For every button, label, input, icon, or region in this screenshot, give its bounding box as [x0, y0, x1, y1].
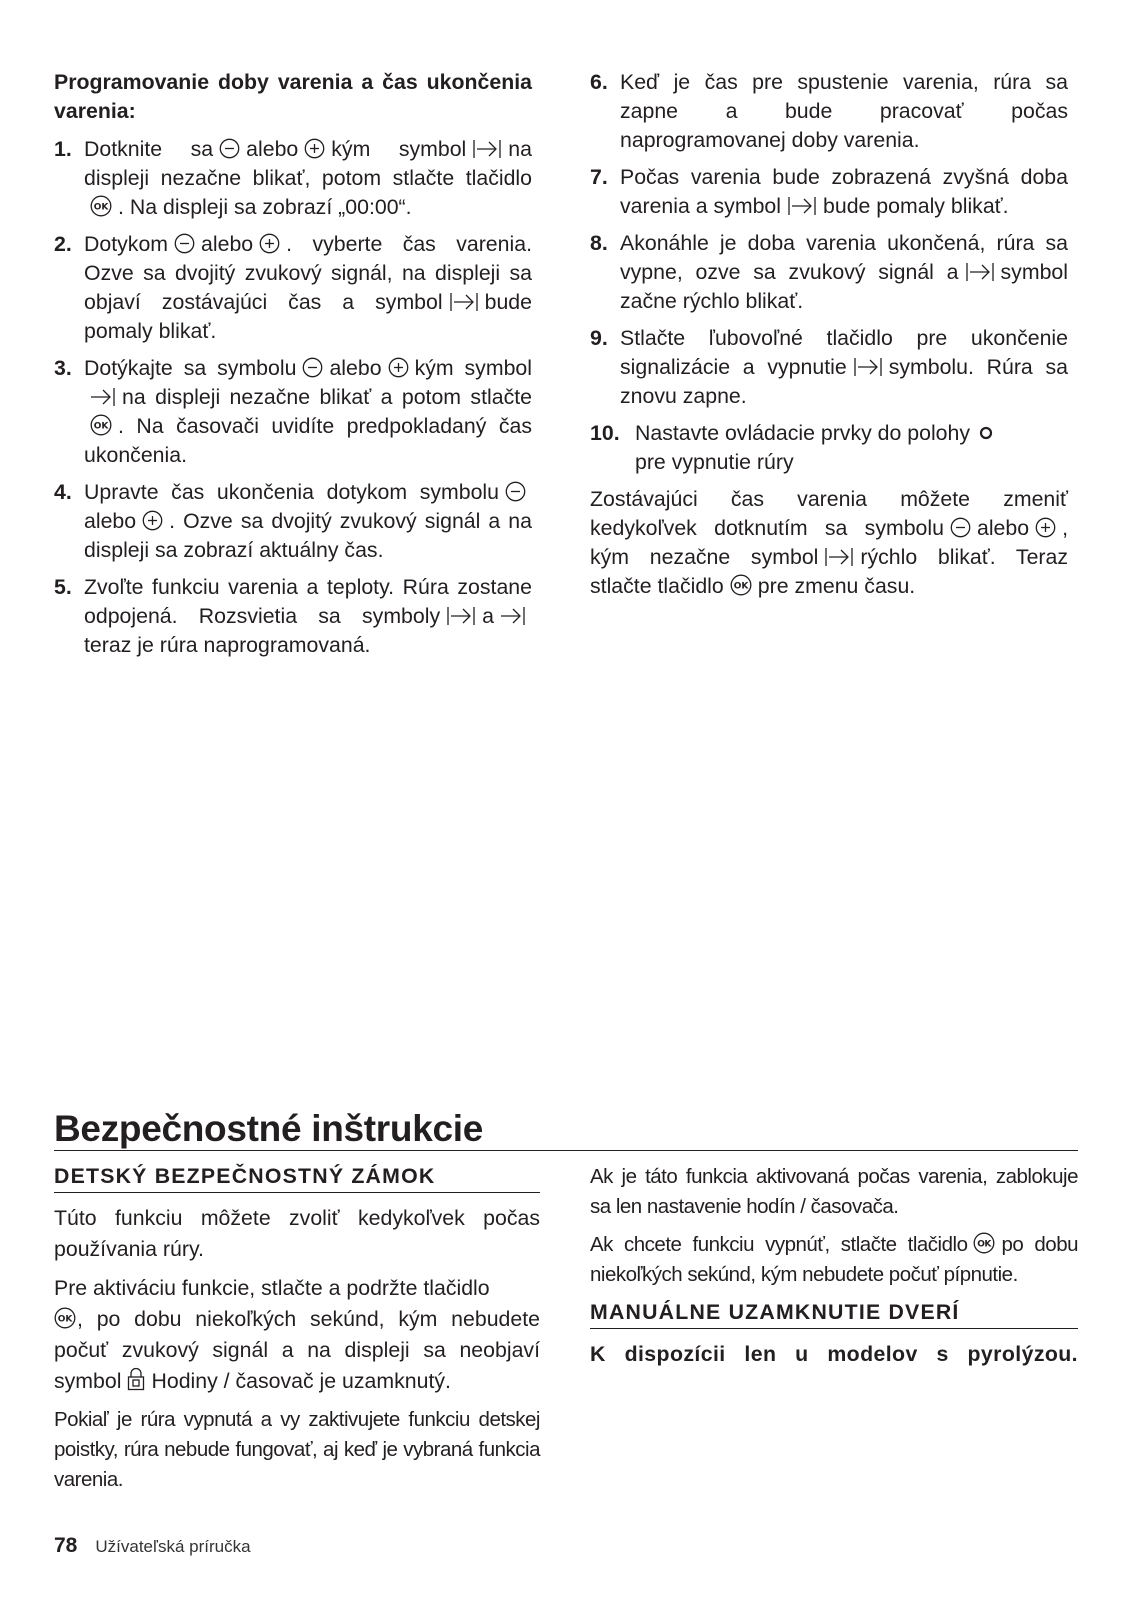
step-text: bude pomaly blikať. [823, 194, 1009, 218]
lock-icon [127, 1367, 145, 1391]
step-text: Počas varenia bude zobrazená zvyšná doba varenia a symbol [620, 165, 1068, 218]
remaining-time-paragraph [590, 485, 1068, 601]
step-text: alebo [246, 137, 299, 161]
duration-icon [90, 387, 116, 407]
step-number: 2. [54, 232, 72, 256]
ok-button-icon [90, 195, 112, 217]
minus-circle-icon [219, 138, 240, 159]
step-text: Nastavte ovládacie prvky do polohy [635, 421, 971, 445]
step-text: symbolu. Rúra sa znovu zapne. [620, 355, 1068, 408]
footer-title: Užívateľská príručka [95, 1537, 251, 1556]
paragraph-text: Pre aktiváciu funkcie, stlačte a podržte tlačidlo [54, 1276, 490, 1300]
step-4 [54, 478, 532, 565]
step-text: kým symbol [414, 356, 532, 380]
step-text: bude pomaly blikať. [84, 290, 532, 343]
step-10 [590, 419, 1068, 477]
minus-circle-icon [302, 357, 323, 378]
program-steps-continued [590, 68, 1068, 477]
program-steps [54, 135, 532, 660]
step-2 [54, 230, 532, 346]
step-number: 9. [590, 326, 608, 350]
duration-icon [500, 606, 526, 626]
paragraph-text: pre zmenu času. [757, 574, 916, 598]
step-6 [590, 68, 1068, 155]
step-text: na displeji nezačne blikať a potom stlačte [122, 385, 532, 409]
paragraph-text: , kým nezačne symbol [590, 516, 1068, 569]
child-lock-paragraph-5 [590, 1230, 1078, 1290]
step-8 [590, 229, 1068, 316]
svg-text:OK: OK [977, 1239, 992, 1250]
step-number: 1. [54, 137, 72, 161]
ok-button-icon [730, 574, 752, 596]
step-text: kým symbol [331, 137, 467, 161]
svg-text:OK: OK [733, 581, 749, 592]
step-text: . Na displeji sa zobrazí „00:00“. [118, 195, 412, 219]
step-9 [590, 324, 1068, 411]
step-7 [590, 163, 1068, 221]
plus-circle-icon [1035, 517, 1056, 538]
plus-circle-icon [388, 357, 409, 378]
step-number: 8. [590, 231, 608, 255]
paragraph-text: Hodiny / časovač je uzamknutý. [151, 1369, 451, 1393]
section-title: Bezpečnostné inštrukcie [54, 1108, 484, 1149]
end-time-icon [965, 262, 995, 282]
svg-text:OK: OK [57, 1314, 73, 1325]
step-number: 3. [54, 356, 72, 380]
end-time-icon [824, 547, 854, 567]
step-text: Dotknite sa [84, 137, 214, 161]
left-column [54, 68, 532, 668]
step-text: Upravte čas ukončenia dotykom symbolu [84, 480, 499, 504]
child-lock-paragraph-1: Túto funkciu môžete zvoliť kedykoľvek počas používania rúry. [54, 1206, 540, 1261]
paragraph-text: alebo [976, 516, 1030, 540]
step-text: symbol začne rýchlo blikať. [620, 260, 1068, 313]
door-lock-heading: MANUÁLNE UZAMKNUTIE DVERÍ [590, 1298, 1078, 1329]
child-lock-heading: DETSKÝ BEZPEČNOSTNÝ ZÁMOK [54, 1162, 540, 1193]
step-text: . Ozve sa dvojitý zvukový signál a na displeji sa zobrazí aktuálny čas. [84, 509, 532, 562]
end-time-icon [853, 357, 883, 377]
ok-button-icon [90, 414, 112, 436]
child-lock-paragraph-4: Ak je táto funkcia aktivovaná počas varenia, zablokuje sa len nastavenie hodín / časovača. [590, 1165, 1078, 1218]
step-number: 7. [590, 165, 608, 189]
ok-button-icon [973, 1232, 995, 1254]
step-text: a [482, 604, 494, 628]
lower-right-column [590, 1162, 1078, 1369]
end-time-icon [787, 196, 817, 216]
page-footer [54, 1534, 251, 1558]
step-text: Stlačte ľubovoľné tlačidlo pre ukončenie signalizácie a vypnutie [620, 326, 1068, 379]
child-lock-paragraph-3: Pokiaľ je rúra vypnutá a vy zaktivujete funkciu detskej poistky, rúra nebude fungovať, aj keď je vybraná funkcia varenia. [54, 1408, 540, 1491]
section-title-rule [54, 1108, 1078, 1151]
step-text: na displeji nezačne blikať, potom stlačte tlačidlo [84, 137, 532, 190]
child-lock-paragraph-2 [54, 1273, 540, 1397]
step-number: 6. [590, 70, 608, 94]
step-text: Akonáhle je doba varenia ukončená, rúra sa vypne, ozve sa zvukový signál a [620, 231, 1068, 284]
step-5 [54, 573, 532, 660]
minus-circle-icon [174, 233, 195, 254]
plus-circle-icon [259, 233, 280, 254]
step-number: 4. [54, 480, 72, 504]
end-time-icon [449, 292, 479, 312]
step-text: teraz je rúra naprogramovaná. [84, 633, 371, 657]
step-text: alebo [201, 232, 254, 256]
paragraph-text: Zostávajúci čas varenia môžete zmeniť kedykoľvek dotknutím sa symbolu [590, 487, 1068, 540]
paragraph-text: po dobu niekoľkých sekúnd, kým nebudete počuť pípnutie. [590, 1233, 1079, 1286]
step-3 [54, 354, 532, 470]
step-text: Keď je čas pre spustenie varenia, rúra sa zapne a bude pracovať počas naprogramovanej doby varenia. [620, 70, 1068, 152]
svg-text:OK: OK [93, 202, 109, 213]
step-1 [54, 135, 532, 222]
plus-circle-icon [304, 138, 325, 159]
end-time-icon [472, 139, 502, 159]
page-number: 78 [54, 1534, 78, 1557]
lower-left-column [54, 1162, 540, 1503]
minus-circle-icon [505, 481, 526, 502]
step-text: alebo [84, 509, 137, 533]
end-time-icon [446, 606, 476, 626]
door-lock-note: K dispozícii len u modelov s pyrolýzou. [590, 1342, 1078, 1366]
paragraph-text: Ak chcete funkciu vypnúť, stlačte tlačidlo [590, 1233, 968, 1256]
step-text: Zvoľte funkciu varenia a teploty. Rúra zostane odpojená. Rozsvietia sa symboly [84, 575, 532, 628]
paragraph-text: , po dobu niekoľkých sekúnd, kým nebudete počuť zvukový signál a na displeji sa neobjaví symbol [54, 1307, 540, 1393]
program-heading: Programovanie doby varenia a čas ukončenia varenia: [54, 70, 532, 123]
step-text: . Na časovači uvidíte predpokladaný čas ukončenia. [84, 414, 532, 467]
off-position-icon [976, 423, 996, 443]
ok-button-icon [54, 1307, 76, 1329]
plus-circle-icon [142, 510, 163, 531]
step-number: 5. [54, 575, 72, 599]
paragraph-text: rýchlo blikať. Teraz stlačte tlačidlo [590, 545, 1068, 598]
step-text: alebo [329, 356, 382, 380]
step-number: 10. [590, 421, 620, 445]
minus-circle-icon [950, 517, 971, 538]
step-text: Dotýkajte sa symbolu [84, 356, 297, 380]
svg-text:OK: OK [93, 421, 109, 432]
step-text: pre vypnutie rúry [635, 450, 794, 474]
step-text: Dotykom [84, 232, 169, 256]
step-text: . vyberte čas varenia. Ozve sa dvojitý zvukový signál, na displeji sa objaví zostávajúci čas a symbol [84, 232, 532, 314]
right-column [590, 68, 1068, 609]
